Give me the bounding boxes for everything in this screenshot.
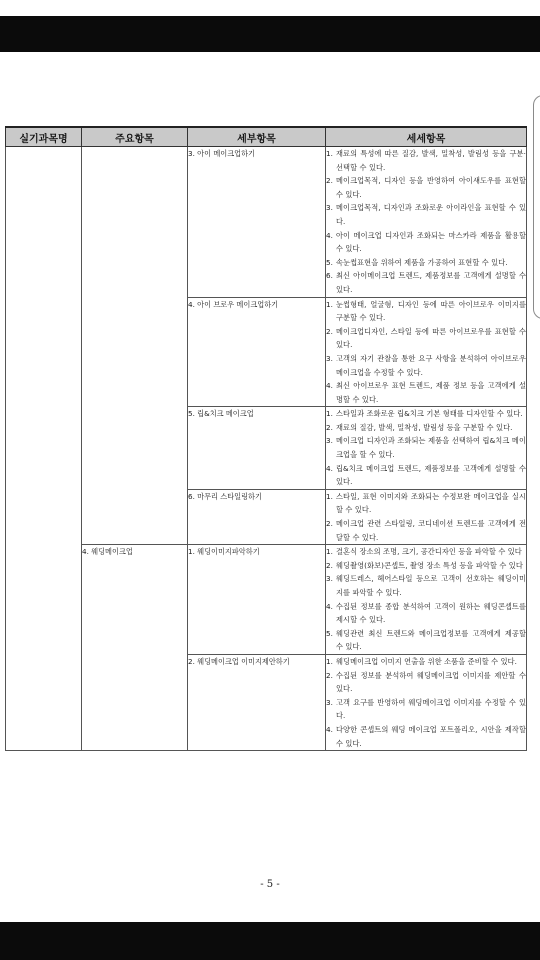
detail-text: 웨딩촬영(화보)콘셉트, 촬영 장소 특성 등을 파악할 수 있다 bbox=[336, 560, 523, 570]
detail-item bbox=[326, 434, 526, 461]
header-main-item: 주요항목 bbox=[82, 127, 188, 147]
criteria-table bbox=[5, 126, 527, 751]
detail-item bbox=[326, 269, 526, 296]
detail-text: 고객 요구를 반영하여 웨딩메이크업 이미지를 수정할 수 있다. bbox=[336, 697, 526, 721]
detail-text: 다양한 콘셉트의 웨딩 메이크업 포트폴리오, 시안을 제작할 수 있다. bbox=[336, 724, 526, 748]
detail-text: 고객의 자기 관찰을 통한 요구 사항을 분석하여 아이브로우 메이크업을 수정할 수 있다. bbox=[336, 353, 526, 377]
detail-text: 수집된 정보를 종합 분석하여 고객이 원하는 웨딩콘셉트를 제시할 수 있다. bbox=[336, 601, 526, 625]
header-detail-item: 세세항목 bbox=[326, 127, 527, 147]
page-number: - 5 - bbox=[260, 879, 280, 890]
viewer-top-bar bbox=[0, 16, 540, 52]
detail-number: 2. bbox=[326, 176, 333, 186]
sub-item-cell: 3. 아이 메이크업하기 bbox=[188, 147, 326, 298]
detail-item bbox=[326, 669, 526, 696]
main-item-cell bbox=[82, 147, 188, 545]
detail-number: 1. bbox=[326, 656, 333, 666]
detail-text: 재료의 질감, 발색, 밀착성, 발림성 등을 구분할 수 있다. bbox=[336, 422, 513, 432]
detail-number: 1. bbox=[326, 491, 333, 501]
detail-item bbox=[326, 655, 526, 669]
detail-number: 1. bbox=[326, 547, 333, 557]
detail-text: 스타일, 표현 이미지와 조화되는 수정보완 메이크업을 실시할 수 있다. bbox=[336, 491, 526, 515]
table-row bbox=[6, 147, 527, 298]
sub-item-cell: 2. 웨딩메이크업 이미지제안하기 bbox=[188, 654, 326, 750]
detail-text: 메이크업목적, 디자인 등을 반영하여 아이섀도우를 표현할 수 있다. bbox=[336, 176, 526, 199]
detail-item bbox=[326, 407, 526, 421]
detail-text: 웨딩관련 최신 트렌드와 메이크업정보를 고객에게 제공할 수 있다. bbox=[336, 628, 526, 652]
subject-cell bbox=[6, 147, 82, 751]
detail-number: 2. bbox=[326, 326, 333, 336]
detail-text: 결혼식 장소의 조명, 크기, 공간디자인 등을 파악할 수 있다 bbox=[336, 547, 522, 557]
header-sub-item: 세부항목 bbox=[188, 127, 326, 147]
detail-number: 5. bbox=[326, 628, 333, 638]
sub-item-cell: 6. 마무리 스타일링하기 bbox=[188, 489, 326, 544]
detail-item bbox=[326, 201, 526, 228]
detail-cell bbox=[326, 545, 527, 655]
detail-text: 메이크업목적, 디자인과 조화로운 아이라인을 표현할 수 있다. bbox=[336, 203, 526, 226]
main-item-cell: 4. 웨딩메이크업 bbox=[82, 545, 188, 751]
sub-item-cell: 1. 웨딩이미지파악하기 bbox=[188, 545, 326, 655]
viewer-bottom-bar bbox=[0, 922, 540, 960]
sub-item-cell: 4. 아이 브로우 메이크업하기 bbox=[188, 297, 326, 407]
detail-number: 5. bbox=[326, 257, 333, 267]
detail-cell bbox=[326, 297, 527, 407]
detail-text: 스타일과 조화로운 립&치크 기본 형태를 디자인할 수 있다. bbox=[336, 409, 523, 419]
detail-text: 최신 아이브로우 표현 트렌드, 제품 정보 등을 고객에게 설명할 수 있다. bbox=[336, 381, 526, 404]
detail-text: 아이 메이크업 디자인과 조화되는 마스카라 제품을 활용할 수 있다. bbox=[336, 230, 526, 254]
sub-item-cell: 5. 립&치크 메이크업 bbox=[188, 407, 326, 490]
detail-text: 눈썹형태, 얼굴형, 디자인 등에 따른 아이브로우 이미지를 구분할 수 있다. bbox=[336, 299, 526, 323]
table-row bbox=[6, 545, 527, 655]
detail-number: 6. bbox=[326, 271, 333, 281]
detail-item bbox=[326, 559, 526, 573]
detail-number: 2. bbox=[326, 670, 333, 680]
detail-number: 4. bbox=[326, 230, 333, 240]
header-subject: 실기과목명 bbox=[6, 127, 82, 147]
detail-number: 4. bbox=[326, 463, 333, 473]
table-body bbox=[6, 147, 527, 751]
detail-number: 2. bbox=[326, 519, 333, 529]
detail-item bbox=[326, 325, 526, 352]
detail-cell bbox=[326, 407, 527, 490]
detail-number: 3. bbox=[326, 203, 333, 213]
detail-cell bbox=[326, 147, 527, 298]
detail-number: 4. bbox=[326, 724, 333, 734]
detail-item bbox=[326, 379, 526, 406]
detail-text: 재료의 특성에 따른 질감, 발색, 밀착성, 발림성 등을 구분·선택할 수 있다. bbox=[336, 149, 526, 172]
detail-item bbox=[326, 229, 526, 256]
detail-text: 수집된 정보를 분석하여 웨딩메이크업 이미지를 제안할 수 있다. bbox=[336, 670, 526, 694]
table-header-row bbox=[6, 127, 527, 147]
detail-item bbox=[326, 723, 526, 750]
detail-number: 3. bbox=[326, 353, 333, 363]
detail-number: 3. bbox=[326, 574, 333, 584]
side-bracket bbox=[533, 95, 540, 319]
detail-number: 2. bbox=[326, 560, 333, 570]
detail-number: 3. bbox=[326, 697, 333, 707]
detail-number: 4. bbox=[326, 601, 333, 611]
detail-item bbox=[326, 298, 526, 325]
detail-text: 메이크업디자인, 스타일 등에 따른 아이브로우를 표현할 수 있다. bbox=[336, 326, 526, 350]
detail-cell bbox=[326, 489, 527, 544]
detail-item bbox=[326, 545, 526, 559]
detail-text: 메이크업 관련 스타일링, 코디네이션 트렌드를 고객에게 전달할 수 있다. bbox=[336, 519, 526, 542]
detail-number: 3. bbox=[326, 436, 333, 446]
detail-number: 1. bbox=[326, 149, 333, 158]
detail-item bbox=[326, 174, 526, 201]
detail-item bbox=[326, 600, 526, 627]
detail-item bbox=[326, 517, 526, 544]
detail-item bbox=[326, 572, 526, 599]
detail-number: 1. bbox=[326, 299, 333, 309]
detail-item bbox=[326, 147, 526, 174]
detail-text: 메이크업 디자인과 조화되는 제품을 선택하여 립&치크 메이크업을 할 수 있다. bbox=[336, 436, 526, 460]
detail-item bbox=[326, 696, 526, 723]
detail-item bbox=[326, 627, 526, 654]
detail-item bbox=[326, 490, 526, 517]
detail-item bbox=[326, 256, 526, 270]
detail-number: 1. bbox=[326, 409, 333, 419]
detail-item bbox=[326, 462, 526, 489]
detail-item bbox=[326, 421, 526, 435]
detail-text: 속눈썹표현을 위하여 제품을 가공하여 표현할 수 있다. bbox=[336, 257, 508, 267]
detail-text: 립&치크 메이크업 트렌드, 제품정보를 고객에게 설명할 수 있다. bbox=[336, 463, 526, 487]
detail-text: 웨딩드레스, 헤어스타일 등으로 고객이 선호하는 웨딩이미지를 파악할 수 있다. bbox=[336, 574, 526, 597]
detail-text: 최신 아이메이크업 트렌드, 제품정보를 고객에게 설명할 수 있다. bbox=[336, 271, 526, 294]
detail-item bbox=[326, 352, 526, 379]
detail-number: 2. bbox=[326, 422, 333, 432]
detail-number: 4. bbox=[326, 381, 333, 391]
detail-text: 웨딩메이크업 이미지 연출을 위한 소품을 준비할 수 있다. bbox=[336, 656, 518, 666]
detail-cell bbox=[326, 654, 527, 750]
